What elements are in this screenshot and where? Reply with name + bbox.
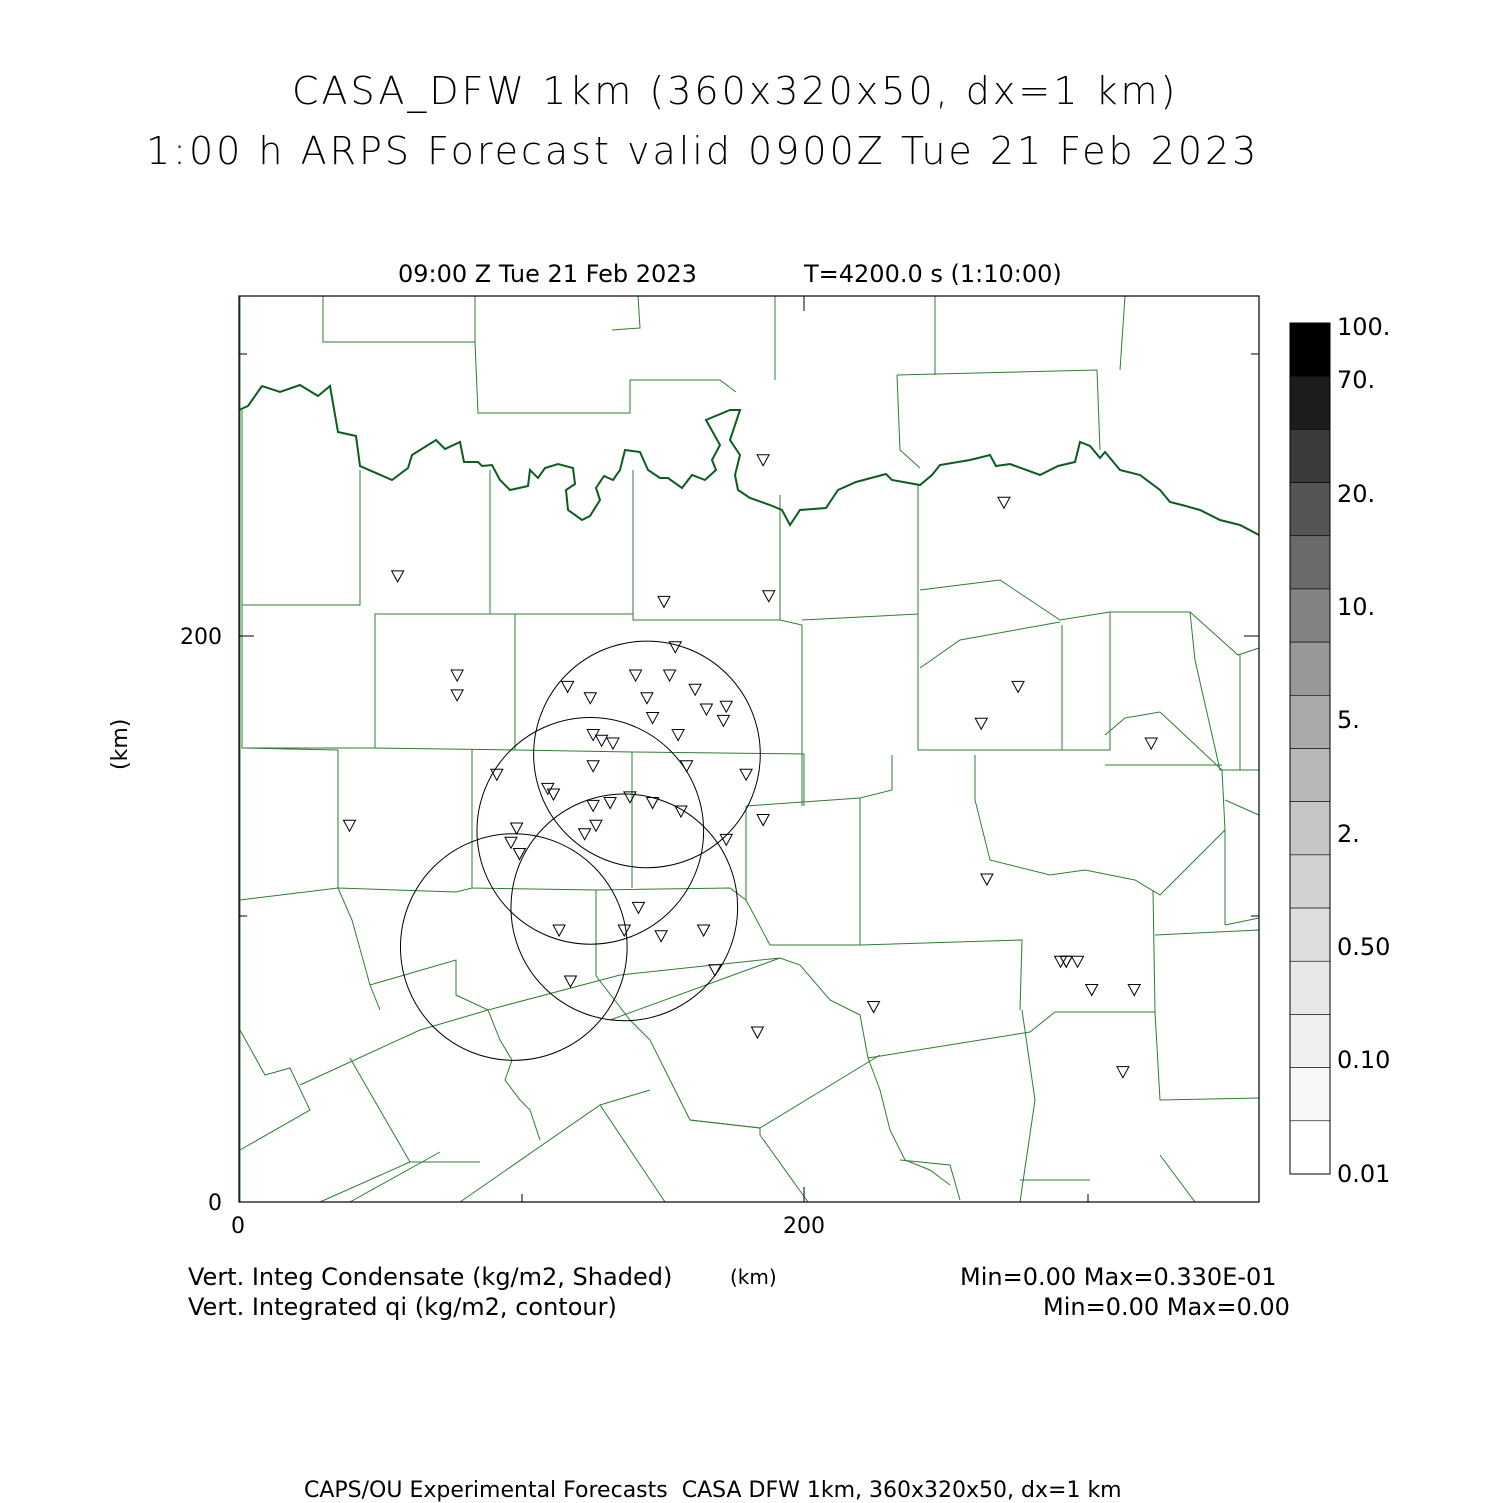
radar-ring: [534, 641, 761, 868]
station-marker: [655, 931, 667, 942]
station-marker: [689, 684, 701, 695]
colorbar-swatch: [1290, 483, 1330, 536]
county-line: [1225, 800, 1259, 815]
station-marker: [975, 718, 987, 729]
x-axis-label: (km): [730, 1265, 777, 1289]
colorbar-label: 0.50: [1337, 933, 1391, 961]
legend-field-1: Vert. Integ Condensate (kg/m2, Shaded): [188, 1263, 673, 1291]
station-marker: [1012, 681, 1024, 692]
county-line: [300, 1010, 488, 1085]
county-line: [746, 798, 860, 806]
county-line: [242, 470, 490, 748]
title-line-1: CASA_DFW 1km (360x320x50, dx=1 km): [292, 69, 1179, 113]
station-marker: [511, 823, 523, 834]
county-line: [472, 750, 596, 976]
station-marker: [658, 596, 670, 607]
county-line: [338, 888, 380, 1010]
county-line: [240, 1030, 310, 1150]
y-axis-label: (km): [108, 718, 133, 770]
county-line: [868, 1012, 1155, 1058]
title-line-2: 1:00 h ARPS Forecast valid 0900Z Tue 21 Feb 2023: [146, 129, 1260, 173]
station-marker: [757, 815, 769, 826]
station-marker: [630, 670, 642, 681]
station-marker: [624, 792, 636, 803]
legend-field-2: Vert. Integrated qi (kg/m2, contour): [188, 1293, 617, 1321]
station-marker: [700, 704, 712, 715]
station-marker: [564, 976, 576, 987]
station-marker: [868, 1002, 880, 1013]
y-tick-200: 200: [180, 625, 222, 650]
colorbar-swatch: [1290, 429, 1330, 482]
colorbar-swatch: [1290, 323, 1330, 376]
county-line: [1066, 612, 1110, 750]
station-marker: [1145, 738, 1157, 749]
county-line: [375, 614, 515, 750]
colorbar-swatch: [1290, 536, 1330, 589]
axis-ticks: [239, 296, 1259, 1202]
footer-credit: CAPS/OU Experimental Forecasts CASA DFW 1km, 360x320x50, dx=1 km: [304, 1478, 1122, 1503]
legend-stats-1: Min=0.00 Max=0.330E-01: [960, 1263, 1277, 1291]
county-line: [242, 748, 472, 892]
station-marker: [392, 571, 404, 582]
county-line: [918, 485, 1062, 750]
station-marker: [1128, 985, 1140, 996]
county-line: [350, 1152, 440, 1202]
station-marker: [343, 820, 355, 831]
county-line: [1105, 712, 1225, 925]
county-line: [633, 495, 780, 620]
station-marker: [618, 925, 630, 936]
station-marker: [505, 837, 517, 848]
county-line: [746, 806, 860, 945]
county-line: [920, 622, 1060, 668]
county-line: [596, 976, 760, 1128]
county-line: [920, 580, 1259, 655]
colorbar-label: 0.10: [1337, 1046, 1391, 1074]
station-marker: [579, 829, 591, 840]
colorbar-swatch: [1290, 695, 1330, 748]
station-marker: [641, 693, 653, 704]
station-marker: [757, 455, 769, 466]
colorbar-swatch: [1290, 1014, 1330, 1067]
station-marker: [562, 681, 574, 692]
colorbar-swatch: [1290, 961, 1330, 1014]
county-line: [897, 375, 920, 468]
county-line: [690, 1120, 808, 1202]
county-line: [320, 1162, 410, 1202]
county-line: [620, 958, 868, 1058]
county-line: [1155, 1012, 1259, 1100]
county-line: [860, 940, 1022, 1010]
colorbar-label: 2.: [1337, 820, 1360, 848]
station-marker: [584, 693, 596, 704]
county-line: [490, 470, 633, 614]
colorbar-swatch: [1290, 1068, 1330, 1121]
station-marker: [587, 800, 599, 811]
colorbar-label: 0.01: [1337, 1160, 1391, 1188]
colorbar-swatch: [1290, 908, 1330, 961]
colorbar-swatch: [1290, 1121, 1330, 1174]
state-border-red-river: [239, 385, 1259, 535]
colorbar-swatch: [1290, 855, 1330, 908]
colorbar-label: 70.: [1337, 366, 1376, 394]
station-marker: [491, 769, 503, 780]
county-line: [242, 410, 360, 605]
county-line: [1153, 890, 1155, 1012]
colorbar-swatch: [1290, 376, 1330, 429]
county-boundaries: [240, 296, 1259, 1202]
station-marker: [647, 713, 659, 724]
station-marker: [1086, 985, 1098, 996]
station-marker: [717, 715, 729, 726]
y-tick-0: 0: [208, 1191, 222, 1216]
county-line: [323, 296, 736, 413]
map-frame: [239, 296, 1259, 1202]
colorbar-label: 10.: [1337, 593, 1376, 621]
x-tick-0: 0: [231, 1214, 245, 1239]
station-marker: [451, 690, 463, 701]
county-line: [1120, 296, 1125, 370]
station-marker: [1117, 1067, 1129, 1078]
model-time-label: T=4200.0 s (1:10:00): [804, 260, 1062, 288]
county-line: [596, 888, 746, 900]
station-marker: [698, 925, 710, 936]
legend-stats-2: Min=0.00 Max=0.00: [1043, 1293, 1290, 1321]
county-line: [1225, 918, 1259, 925]
county-line: [350, 1058, 480, 1162]
station-marker: [1072, 956, 1084, 967]
county-line: [897, 370, 1100, 450]
station-marker: [513, 849, 525, 860]
station-marker: [681, 761, 693, 772]
station-marker: [607, 738, 619, 749]
county-line: [240, 888, 338, 900]
county-line: [975, 755, 1225, 895]
county-line: [600, 1090, 650, 1105]
station-marker: [596, 735, 608, 746]
county-line: [868, 1058, 950, 1185]
station-marker: [672, 730, 684, 741]
county-line: [1020, 1010, 1035, 1202]
x-tick-200: 200: [783, 1214, 825, 1239]
county-line: [460, 1105, 665, 1202]
county-line: [860, 755, 892, 945]
colorbar-swatch: [1290, 589, 1330, 642]
colorbar-label: 5.: [1337, 706, 1360, 734]
station-marker: [998, 497, 1010, 508]
colorbar-label: 100.: [1337, 313, 1391, 341]
station-marker: [632, 902, 644, 913]
station-marker: [587, 761, 599, 772]
station-marker: [751, 1027, 763, 1038]
county-line: [802, 614, 918, 750]
county-line: [760, 1055, 880, 1128]
radar-ring: [400, 834, 627, 1061]
station-marker: [553, 925, 565, 936]
station-marker: [763, 591, 775, 602]
station-marker: [604, 798, 616, 809]
colorbar-swatch: [1290, 642, 1330, 695]
station-markers: [343, 455, 1157, 1078]
colorbar-label: 20.: [1337, 480, 1376, 508]
colorbar: [1290, 323, 1330, 1174]
county-line: [780, 620, 802, 806]
county-line: [1155, 930, 1259, 935]
county-line: [488, 1010, 540, 1140]
station-marker: [451, 670, 463, 681]
county-line: [612, 296, 640, 330]
colorbar-swatch: [1290, 802, 1330, 855]
county-line: [1160, 1155, 1195, 1202]
station-marker: [720, 701, 732, 712]
colorbar-swatch: [1290, 749, 1330, 802]
valid-time-label: 09:00 Z Tue 21 Feb 2023: [398, 260, 697, 288]
county-line: [900, 1160, 960, 1200]
station-marker: [664, 670, 676, 681]
station-marker: [981, 874, 993, 885]
station-marker: [590, 820, 602, 831]
station-marker: [740, 769, 752, 780]
